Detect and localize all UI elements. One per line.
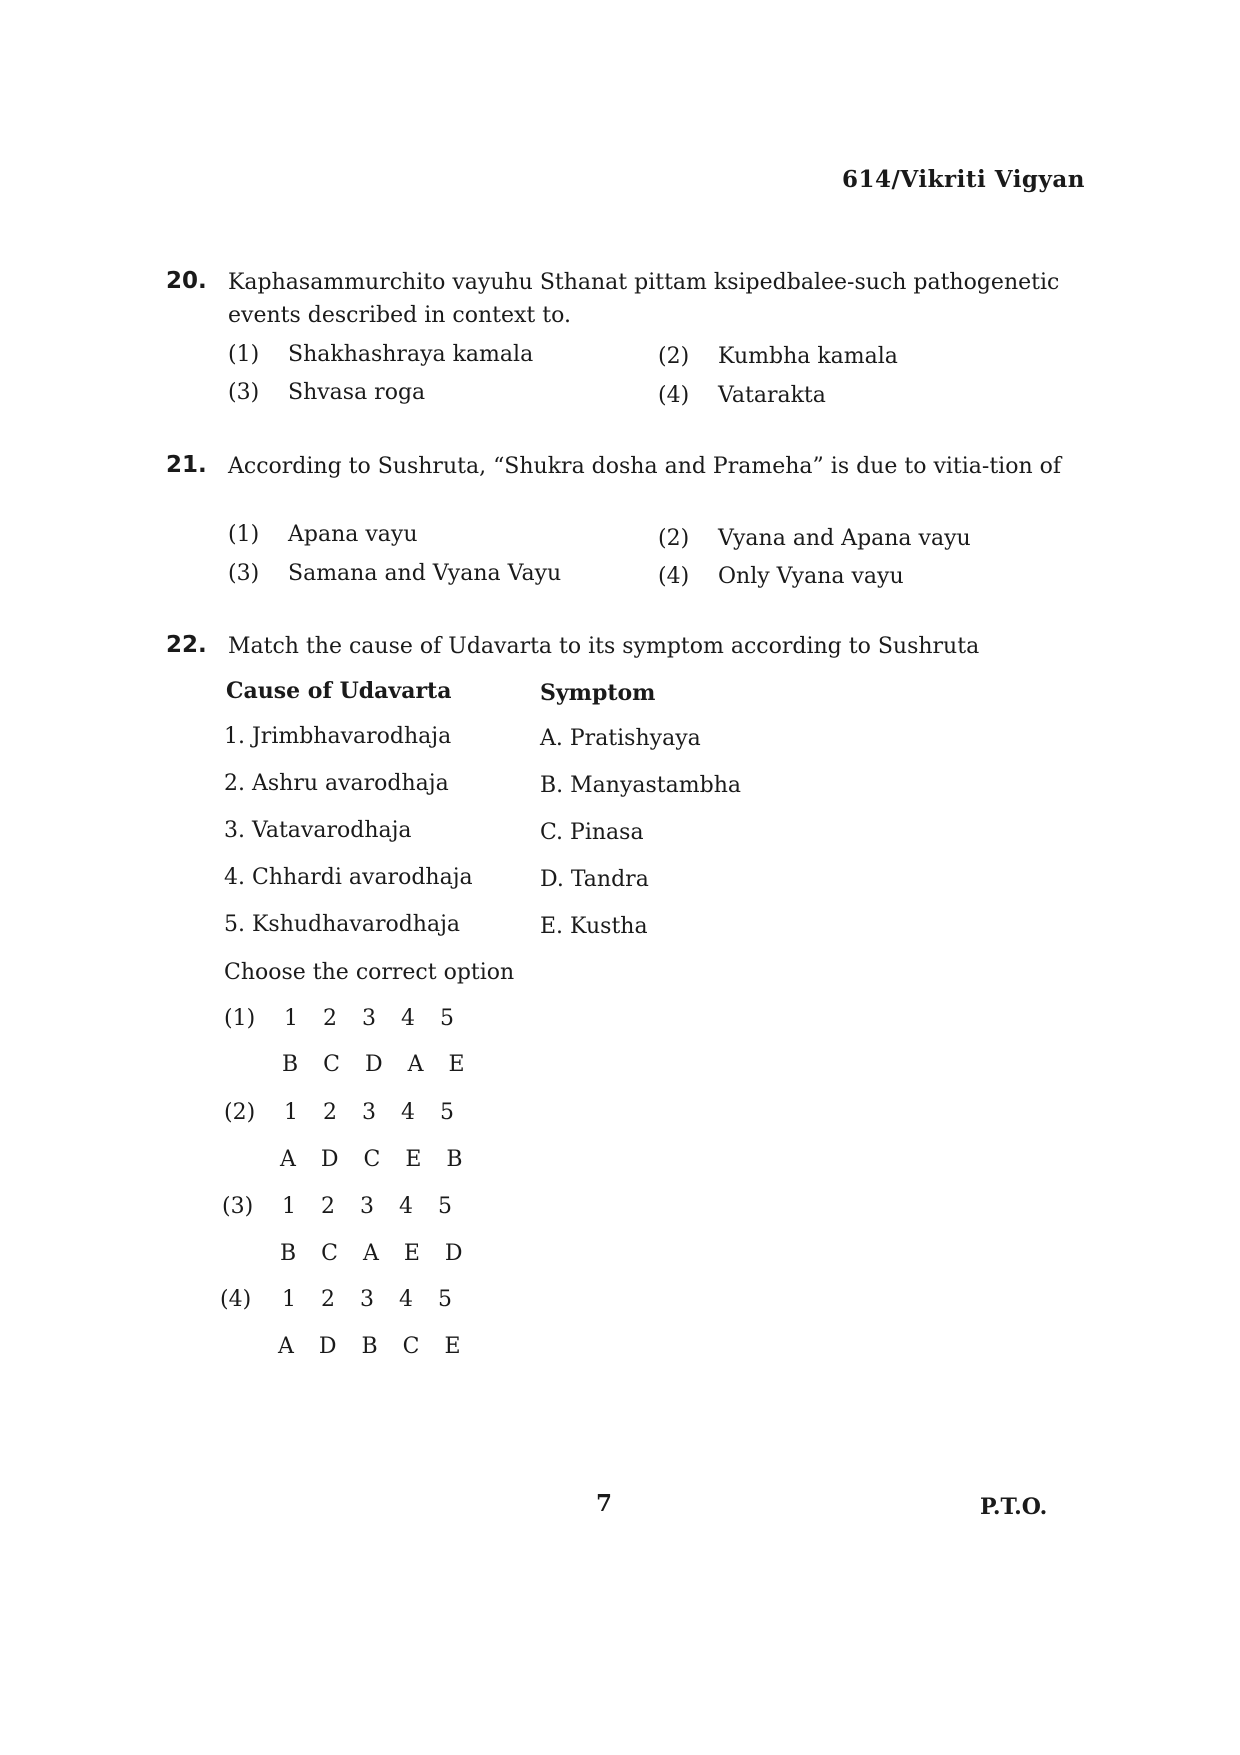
symptom-item: A. Pratishyaya [540,726,701,751]
symptom-item: D. Tandra [540,867,649,892]
q21-option-4 [658,564,904,589]
option-text: Shvasa roga [288,380,426,405]
q22-option-3-number: (3) [222,1194,254,1219]
q21-option-1 [228,522,418,547]
cause-item: 2. Ashru avarodhaja [224,771,449,796]
q22-option-3-letters: B C A E D [280,1241,472,1266]
column-header-symptom: Symptom [540,680,656,706]
question-21-number: 21. [166,452,207,478]
q22-option-4-number: (4) [220,1287,252,1312]
cause-item: 5. Kshudhavarodhaja [224,912,461,937]
option-number: (1) [228,342,260,367]
option-text: Only Vyana vayu [718,564,904,589]
q21-option-2 [658,526,971,551]
option-text: Shakhashraya kamala [288,342,534,367]
symptom-item: E. Kustha [540,914,648,939]
option-number: (2) [658,526,690,551]
option-number: (3) [228,380,260,405]
q22-option-4-letters: A D B C E [278,1334,470,1359]
question-22-number: 22. [166,632,207,658]
option-text: Kumbha kamala [718,344,898,369]
q22-option-4-numbers: 1 2 3 4 5 [282,1287,461,1312]
cause-item: 4. Chhardi avarodhaja [224,865,473,890]
q20-option-1 [228,342,533,367]
q22-option-1-numbers: 1 2 3 4 5 [284,1006,463,1031]
question-20-number: 20. [166,268,207,294]
pto-label: P.T.O. [980,1494,1048,1520]
option-number: (4) [658,383,690,408]
question-22-text: Match the cause of Udavarta to its symptom according to Sushruta [228,634,980,659]
page-number: 7 [596,1490,613,1517]
option-text: Apana vayu [288,522,418,547]
option-text: Samana and Vyana Vayu [288,561,562,586]
choose-instruction: Choose the correct option [224,960,515,985]
paper-code-header: 614/Vikriti Vigyan [842,166,1085,193]
q20-option-2 [658,344,898,369]
symptom-item: B. Manyastambha [540,773,741,798]
option-text: Vatarakta [718,383,826,408]
q22-option-3-numbers: 1 2 3 4 5 [282,1194,461,1219]
q22-option-1-number: (1) [224,1006,256,1031]
option-number: (3) [228,561,260,586]
question-20-text: Kaphasammurchito vayuhu Sthanat pittam ksipedbalee-such pathogenetic events described in context to. [228,270,1060,328]
q20-option-4 [658,383,826,408]
q20-option-3 [228,380,425,405]
q22-option-2-numbers: 1 2 3 4 5 [284,1100,463,1125]
question-21-text: According to Sushruta, “Shukra dosha and Prameha” is due to vitia-tion of [228,454,1062,479]
option-number: (2) [658,344,690,369]
option-text: Vyana and Apana vayu [718,526,971,551]
symptom-item: C. Pinasa [540,820,644,845]
q22-option-2-letters: A D C E B [280,1147,472,1172]
q21-option-3 [228,561,561,586]
option-number: (1) [228,522,260,547]
cause-item: 1. Jrimbhavarodhaja [224,724,452,749]
column-header-cause: Cause of Udavarta [226,678,452,704]
cause-item: 3. Vatavarodhaja [224,818,412,843]
q22-option-1-letters: B C D A E [282,1052,474,1077]
option-number: (4) [658,564,690,589]
q22-option-2-number: (2) [224,1100,256,1125]
